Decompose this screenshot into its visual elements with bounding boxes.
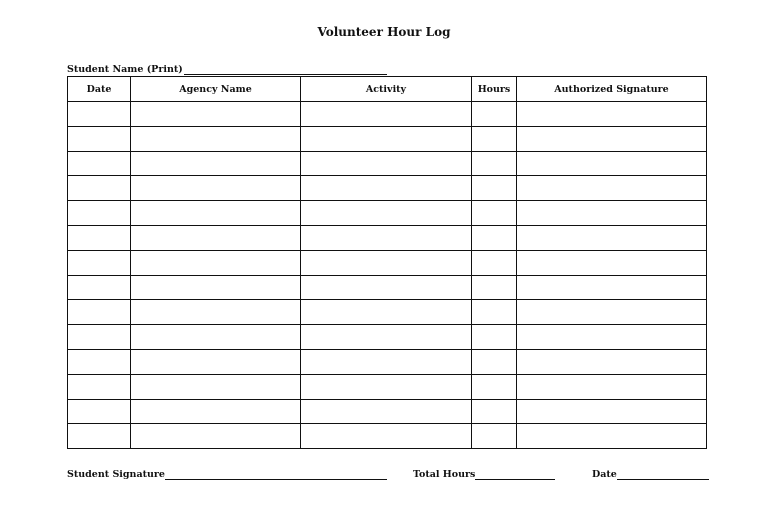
cell-authorized-signature[interactable] [517,349,707,374]
cell-hours[interactable] [472,102,517,127]
total-hours-line[interactable] [475,470,555,480]
cell-agency-name[interactable] [131,176,301,201]
cell-authorized-signature[interactable] [517,325,707,350]
cell-activity[interactable] [301,275,472,300]
cell-hours[interactable] [472,399,517,424]
cell-authorized-signature[interactable] [517,275,707,300]
cell-agency-name[interactable] [131,349,301,374]
date-label: Date [592,469,617,480]
cell-hours[interactable] [472,250,517,275]
table-row [68,325,707,350]
table-row [68,225,707,250]
cell-authorized-signature[interactable] [517,250,707,275]
student-signature-label: Student Signature [67,469,165,480]
column-header-hours: Hours [472,77,517,102]
column-header-date: Date [68,77,131,102]
total-hours-label: Total Hours [413,469,476,480]
cell-authorized-signature[interactable] [517,176,707,201]
cell-authorized-signature[interactable] [517,126,707,151]
page-title: Volunteer Hour Log [317,25,451,39]
cell-activity[interactable] [301,424,472,449]
cell-agency-name[interactable] [131,399,301,424]
cell-activity[interactable] [301,399,472,424]
volunteer-hour-table [67,76,707,449]
cell-activity[interactable] [301,300,472,325]
cell-agency-name[interactable] [131,325,301,350]
table-row [68,300,707,325]
cell-agency-name[interactable] [131,201,301,226]
cell-activity[interactable] [301,349,472,374]
table-body [68,102,707,449]
table-row [68,176,707,201]
cell-activity[interactable] [301,225,472,250]
date-field[interactable] [592,469,709,480]
cell-authorized-signature[interactable] [517,424,707,449]
table-header-row [68,77,707,102]
cell-date[interactable] [68,424,131,449]
student-name-label: Student Name (Print) [67,64,183,75]
cell-date[interactable] [68,325,131,350]
cell-activity[interactable] [301,102,472,127]
cell-agency-name[interactable] [131,225,301,250]
cell-hours[interactable] [472,225,517,250]
column-header-activity: Activity [301,77,472,102]
table-row [68,424,707,449]
cell-hours[interactable] [472,176,517,201]
cell-activity[interactable] [301,176,472,201]
cell-agency-name[interactable] [131,102,301,127]
column-header-authorized-signature: Authorized Signature [517,77,707,102]
total-hours-field[interactable] [413,469,555,480]
student-name-line[interactable] [184,65,387,75]
cell-date[interactable] [68,374,131,399]
cell-hours[interactable] [472,126,517,151]
student-name-field[interactable] [67,64,387,75]
cell-date[interactable] [68,275,131,300]
cell-agency-name[interactable] [131,126,301,151]
cell-hours[interactable] [472,325,517,350]
cell-hours[interactable] [472,151,517,176]
cell-activity[interactable] [301,325,472,350]
cell-hours[interactable] [472,201,517,226]
cell-date[interactable] [68,300,131,325]
cell-authorized-signature[interactable] [517,102,707,127]
cell-date[interactable] [68,201,131,226]
cell-authorized-signature[interactable] [517,201,707,226]
table-row [68,349,707,374]
cell-authorized-signature[interactable] [517,399,707,424]
cell-activity[interactable] [301,126,472,151]
cell-authorized-signature[interactable] [517,151,707,176]
column-header-agency-name: Agency Name [131,77,301,102]
cell-activity[interactable] [301,374,472,399]
cell-agency-name[interactable] [131,300,301,325]
cell-agency-name[interactable] [131,250,301,275]
cell-date[interactable] [68,126,131,151]
cell-authorized-signature[interactable] [517,374,707,399]
cell-date[interactable] [68,176,131,201]
cell-hours[interactable] [472,424,517,449]
cell-agency-name[interactable] [131,151,301,176]
table-row [68,250,707,275]
cell-agency-name[interactable] [131,424,301,449]
cell-activity[interactable] [301,201,472,226]
cell-date[interactable] [68,151,131,176]
cell-activity[interactable] [301,250,472,275]
student-signature-field[interactable] [67,469,387,480]
cell-hours[interactable] [472,374,517,399]
cell-authorized-signature[interactable] [517,300,707,325]
table-row [68,126,707,151]
cell-agency-name[interactable] [131,374,301,399]
cell-hours[interactable] [472,300,517,325]
cell-activity[interactable] [301,151,472,176]
cell-hours[interactable] [472,349,517,374]
cell-date[interactable] [68,250,131,275]
table-row [68,374,707,399]
cell-date[interactable] [68,225,131,250]
cell-hours[interactable] [472,275,517,300]
cell-agency-name[interactable] [131,275,301,300]
table-row [68,102,707,127]
date-line[interactable] [617,470,709,480]
table-row [68,151,707,176]
cell-date[interactable] [68,399,131,424]
cell-date[interactable] [68,349,131,374]
student-signature-line[interactable] [165,470,387,480]
table-row [68,201,707,226]
cell-date[interactable] [68,102,131,127]
table-row [68,399,707,424]
cell-authorized-signature[interactable] [517,225,707,250]
table-row [68,275,707,300]
